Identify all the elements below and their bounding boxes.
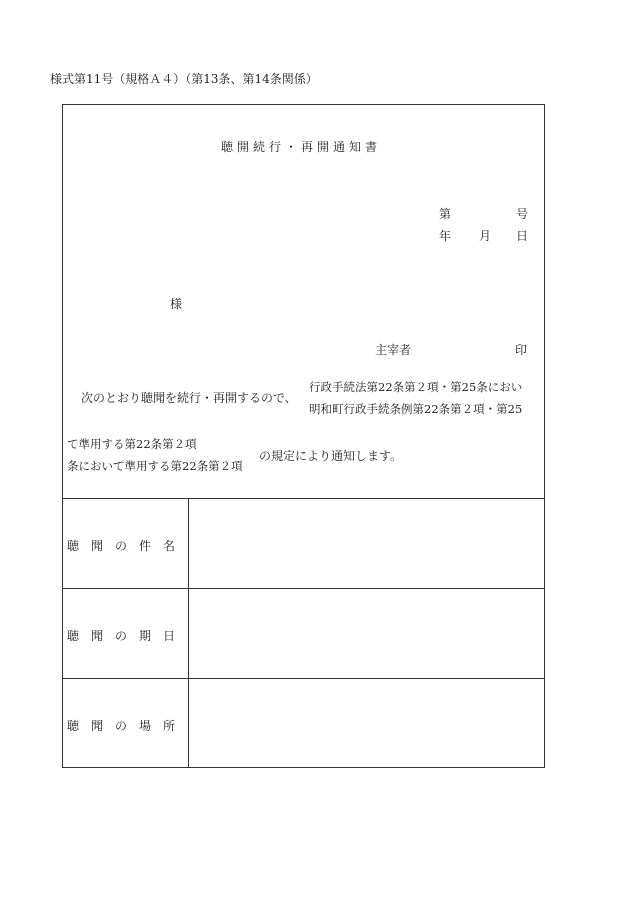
number-suffix: 号: [516, 207, 529, 221]
body-closing: の規定により通知します。: [259, 449, 403, 463]
body-option-ordinance: 明和町行政手続条例第22条第２項・第25: [309, 402, 523, 416]
row-label-place: 聴 聞 の 場 所: [67, 719, 176, 733]
place-value-cell: [189, 679, 545, 768]
date-day: 日: [516, 229, 529, 243]
chair-title: 主宰者: [375, 343, 412, 357]
seal-mark: 印: [515, 343, 528, 357]
notice-form: [62, 104, 545, 768]
number-prefix: 第: [439, 207, 452, 221]
body-option-ordinance-cont: 条において準用する第22条第２項: [67, 459, 243, 473]
document-title: 聴開続行・再開通知書: [221, 140, 382, 154]
body-option-law-cont: て準用する第22条第２項: [67, 437, 197, 451]
date-value-cell: [189, 589, 545, 678]
date-month: 月: [479, 229, 492, 243]
row-label-subject: 聴 聞 の 件 名: [67, 539, 176, 553]
row-label-date: 聴 聞 の 期 日: [67, 629, 176, 643]
date-year: 年: [439, 229, 452, 243]
form-number-label: 様式第11号（規格Ａ４）（第13条、第14条関係）: [50, 72, 318, 86]
body-option-law: 行政手続法第22条第２項・第25条におい: [309, 380, 523, 394]
addressee-suffix: 様: [170, 297, 183, 311]
body-lead: 次のとおり聴聞を続行・再開するので、: [81, 391, 297, 405]
subject-value-cell: [189, 499, 545, 588]
